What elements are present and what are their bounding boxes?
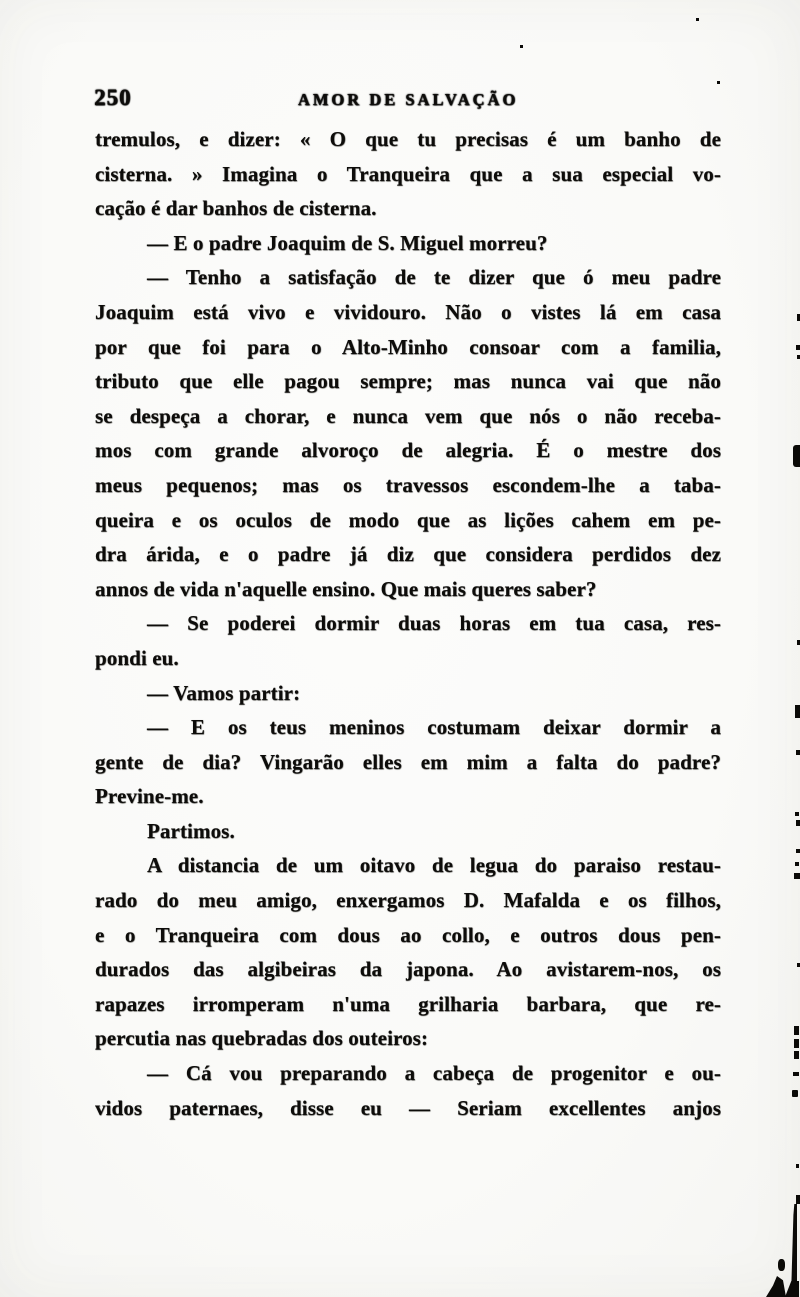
scan-artifact [794,1051,799,1059]
scan-artifact [796,345,800,350]
text-line: tributo que elle pagou sempre; mas nunca vai que não [95,369,721,394]
scan-artifact [796,750,800,755]
text-line: cação é dar banhos de cisterna. [95,196,377,221]
text-line: pondi eu. [95,645,179,670]
scan-artifact [793,1072,799,1076]
text-line: tremulos, e dizer: « O que tu precisas é um banho de [95,127,721,151]
scan-artifact [796,1164,799,1168]
scan-artifact [717,81,720,84]
scan-artifact [796,820,800,826]
text-line: se despeça a chorar, e nunca vem que nós o não receba- [95,403,721,428]
text-line: — Se poderei dormir duas horas em tua casa, res- [147,611,721,636]
scan-artifact [796,1195,800,1204]
scan-artifact [778,1259,785,1271]
scan-artifact [520,45,523,48]
page-number: 250 [94,85,132,110]
text-line: — E os teus meninos costumam deixar dormir a [147,715,721,740]
text-line: — Cá vou preparando a cabeça de progenitor e ou- [147,1061,721,1086]
text-line: rado do meu amigo, enxergamos D. Mafalda e os filhos, [95,888,721,913]
scan-artifact [793,445,800,467]
text-line: — Vamos partir: [147,680,301,705]
text-line: rapazes irromperam n'uma grilharia barbara, que re- [95,991,721,1016]
text-line: meus pequenos; mas os travessos escondem-lhe a taba- [95,472,721,497]
scan-artifact [794,1026,799,1035]
scan-artifact [785,1281,799,1297]
scan-artifact [792,1090,798,1097]
text-line: Previne-me. [95,784,204,809]
text-line: vidos paternaes, disse eu — Seriam excellentes anjos [95,1095,721,1120]
scan-artifact [795,862,799,866]
text-line: gente de dia? Vingarão elles em mim a falta do padre? [95,749,721,774]
scan-artifact [794,1039,799,1048]
scan-artifact [696,18,699,21]
scan-artifact [795,812,799,816]
scan-artifact [796,849,800,853]
text-line: dra árida, e o padre já diz que considera perdidos dez [95,542,721,567]
scan-artifact [794,873,800,879]
text-line: — Tenho a satisfação de te dizer que ó meu padre [147,265,721,290]
text-line: mos com grande alvoroço de alegria. É o mestre dos [95,438,721,463]
text-line: percutia nas quebradas dos outeiros: [95,1026,429,1051]
scan-artifact [795,705,800,718]
running-title: AMOR DE SALVAÇÃO [297,90,519,109]
text-line: Joaquim está vivo e vividouro. Não o vistes lá em casa [95,299,721,324]
text-line: durados das algibeiras da japona. Ao avistarem-nos, os [95,957,721,982]
text-line: — E o padre Joaquim de S. Miguel morreu? [147,230,548,255]
text-line: A distancia de um oitavo de legua do paraiso restau- [147,853,721,878]
text-line: e o Tranqueira com dous ao collo, e outros dous pen- [95,922,721,947]
text-line: Partimos. [147,818,235,843]
text-line: por que foi para o Alto-Minho consoar com a familia, [95,334,721,359]
text-line: queira e os oculos de modo que as lições cahem em pe- [95,507,721,532]
text-line: annos de vida n'aquelle ensino. Que mais queres saber? [95,576,597,601]
text-block [95,122,721,1125]
scan-artifact [766,1276,786,1297]
text-line: cisterna. » Imagina o Tranqueira que a sua especial vo- [95,161,721,186]
